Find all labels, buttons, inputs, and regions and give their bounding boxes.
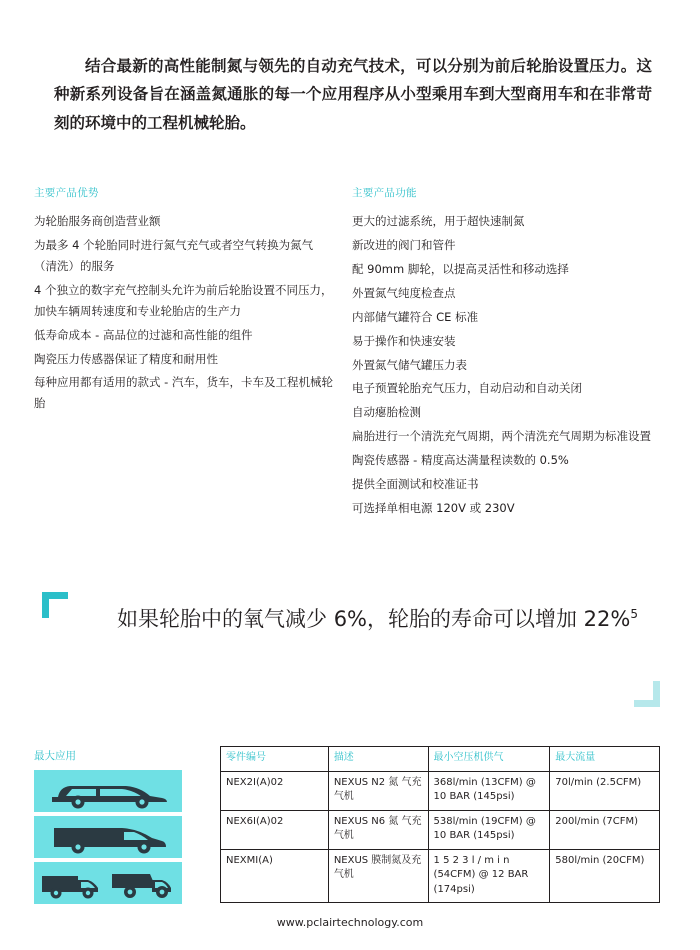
table-row — [221, 771, 660, 810]
applications-heading: 最大应用 — [34, 750, 76, 762]
intro-paragraph: 结合最新的高性能制氮与领先的自动充气技术，可以分别为前后轮胎设置压力。这种新系列设备旨在涵盖氮通胀的每一个应用程序从小型乘用车到大型商用车和在非常苛刻的环境中的工程机械轮胎。 — [54, 56, 652, 132]
table-header-supply: 最小空压机供气 — [428, 747, 550, 772]
list-item: 可选择单相电源 120V 或 230V — [352, 501, 515, 516]
list-item: 内部储气罐符合 CE 标准 — [352, 309, 479, 324]
cell-part: NEX2I(A)02 — [221, 771, 329, 810]
list-item: 4 个独立的数字充气控制头允许为前后轮胎设置不同压力，加快车辆周转速度和专业轮胎店的生产力 — [34, 282, 333, 318]
cell-part: NEX6I(A)02 — [221, 810, 329, 849]
cell-supply: 368l/min (13CFM) @ 10 BAR (145psi) — [428, 771, 550, 810]
list-item: 外置氮气纯度检查点 — [352, 285, 456, 300]
list-item: 自动瘪胎检测 — [352, 405, 421, 420]
quote-corner-bottom-right-icon — [634, 681, 660, 707]
list-item: 配 90mm 脚轮，以提高灵活性和移动选择 — [352, 261, 569, 276]
list-item: 每种应用都有适用的款式 - 汽车，货车，卡车及工程机械轮胎 — [34, 375, 333, 411]
table-row — [221, 849, 660, 903]
truck-and-dumper-icon — [34, 862, 182, 904]
table-header-flow: 最大流量 — [550, 747, 660, 772]
list-item: 提供全面测试和校准证书 — [352, 477, 479, 492]
list-item: 扁胎进行一个清洗充气周期，两个清洗充气周期为标准设置 — [352, 429, 651, 444]
quote-text-wrapper — [78, 602, 638, 637]
cell-description: NEXUS N6 氮 气充气机 — [328, 810, 428, 849]
list-item: 新改进的阀门和管件 — [352, 237, 456, 252]
cell-flow: 580l/min (20CFM) — [550, 849, 660, 903]
car-icon — [34, 770, 182, 812]
quote-text: 如果轮胎中的氧气减少 6%，轮胎的寿命可以增加 22% — [117, 607, 631, 631]
list-item: 为最多 4 个轮胎同时进行氮气充气或者空气转换为氮气（清洗）的服务 — [34, 237, 314, 273]
van-icon — [34, 816, 182, 858]
table-row — [221, 810, 660, 849]
quote-superscript: 5 — [630, 607, 638, 621]
pull-quote — [40, 592, 660, 707]
features-heading: 主要产品功能 — [352, 187, 417, 199]
benefits-list — [34, 211, 334, 414]
table-header-row — [221, 747, 660, 772]
list-item: 低寿命成本 - 高品位的过滤和高性能的组件 — [34, 327, 253, 342]
quote-corner-top-left-icon — [42, 592, 68, 618]
application-tile-car — [34, 770, 182, 812]
table-header-description: 描述 — [328, 747, 428, 772]
list-item: 陶瓷传感器 - 精度高达满量程读数的 0.5% — [352, 453, 569, 468]
cell-part: NEXMI(A) — [221, 849, 329, 903]
list-item: 更大的过滤系统，用于超快速制氮 — [352, 214, 525, 228]
benefits-column — [34, 185, 334, 417]
list-item: 易于操作和快速安装 — [352, 333, 456, 348]
features-column — [352, 185, 672, 522]
list-item: 陶瓷压力传感器保证了精度和耐用性 — [34, 351, 218, 366]
cell-supply: 538l/min (19CFM) @ 10 BAR (145psi) — [428, 810, 550, 849]
cell-flow: 200l/min (7CFM) — [550, 810, 660, 849]
application-tile-truck-dumper — [34, 862, 182, 904]
table-header-part: 零件编号 — [221, 747, 329, 772]
list-item: 外置氮气储气罐压力表 — [352, 357, 467, 372]
cell-flow: 70l/min (2.5CFM) — [550, 771, 660, 810]
applications-images — [34, 770, 182, 908]
features-list — [352, 211, 672, 519]
cell-supply: 1 5 2 3 l / m i n (54CFM) @ 12 BAR (174psi) — [428, 849, 550, 903]
specification-table — [220, 746, 660, 903]
footer-url[interactable]: www.pclairtechnology.com — [276, 916, 424, 929]
cell-description: NEXUS 膜制氮及充气机 — [328, 849, 428, 903]
benefits-heading: 主要产品优势 — [34, 187, 99, 199]
list-item: 为轮胎服务商创造营业额 — [34, 214, 161, 228]
list-item: 电子预置轮胎充气压力，自动启动和自动关闭 — [352, 381, 582, 396]
application-tile-van — [34, 816, 182, 858]
cell-description: NEXUS N2 氮 气充气机 — [328, 771, 428, 810]
